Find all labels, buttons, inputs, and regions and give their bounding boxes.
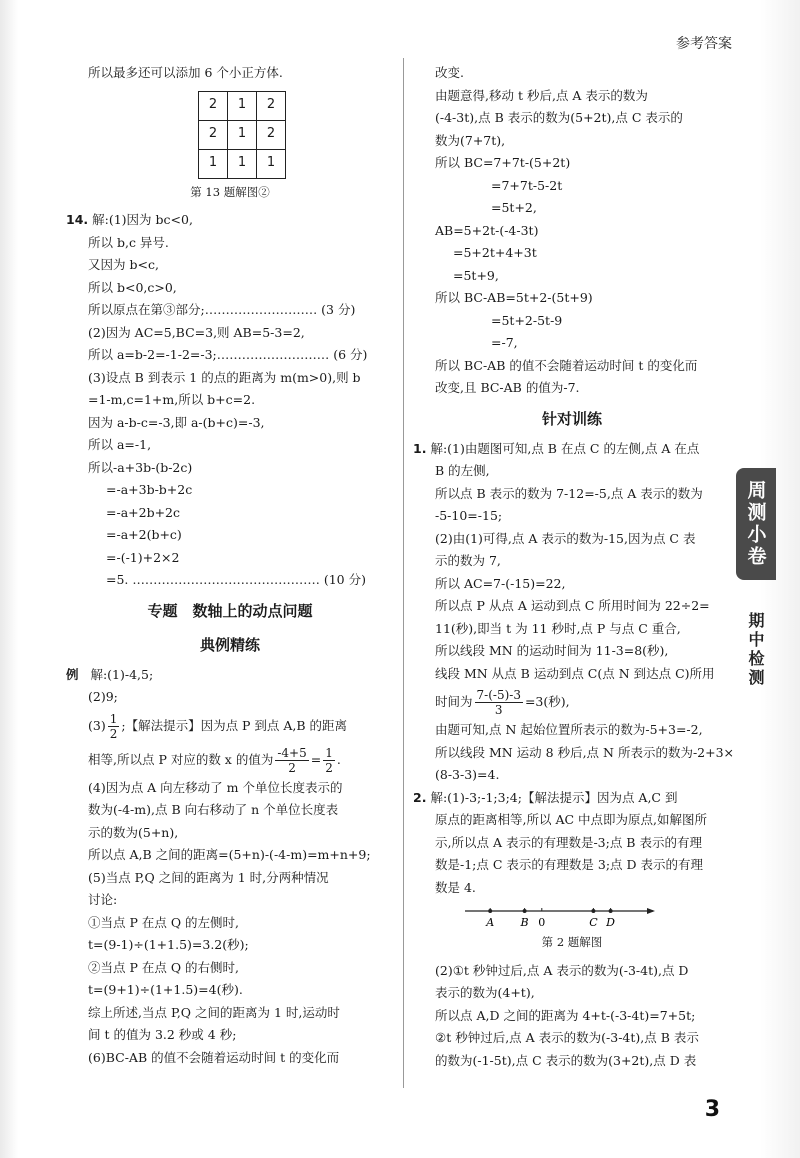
solution-line: 所以 a=b-2=-1-2=-3;……………………… (6 分)	[88, 347, 368, 362]
grid-cell: 1	[228, 91, 257, 120]
solution-line: 所以 a=-1,	[88, 437, 152, 452]
solution-line: 数是-1;点 C 表示的有理数是 3;点 D 表示的有理	[435, 857, 704, 872]
solution-line: 所以点 B 表示的数为 7-12=-5,点 A 表示的数为	[435, 485, 703, 501]
q2-first-line	[413, 787, 731, 810]
question-number: 1.	[413, 440, 427, 456]
fraction-numerator: 1	[325, 745, 333, 760]
example-first-line	[66, 664, 394, 687]
fraction	[323, 746, 335, 775]
solution-line: =-a+2(b+c)	[106, 527, 182, 542]
fraction	[475, 688, 523, 717]
solution-line: 的数为(-1-5t),点 C 表示的数为(3+2t),点 D 表	[435, 1052, 697, 1068]
solution-line: 所以 b,c 异号.	[88, 234, 169, 250]
solution-line: 由题可知,点 N 起始位置所表示的数为-5+3=-2,	[435, 722, 703, 737]
page-number: 3	[704, 1097, 720, 1122]
header-label: 参考答案	[676, 36, 732, 52]
solution-text: 解:(1)因为 bc<0,	[92, 212, 193, 227]
solution-line: 数为(7+7t),	[435, 132, 506, 148]
number-line-caption: 第 2 题解图	[541, 935, 603, 949]
side-tab-label: 周测小卷	[744, 480, 767, 568]
solution-line: 所以 BC=7+7t-(5+2t)	[435, 155, 571, 170]
solution-line: (3)设点 B 到表示 1 的点的距离为 m(m>0),则 b	[88, 369, 361, 385]
grid-cell: 2	[199, 120, 228, 149]
solution-line: -5-10=-15;	[435, 508, 503, 523]
solution-line: 综上所述,当点 P,Q 之间的距离为 1 时,运动时	[88, 1004, 340, 1020]
fraction-denominator: 2	[109, 726, 118, 741]
side-tab-secondary[interactable]: 期中检测	[746, 612, 765, 688]
number-line-arrow	[647, 908, 655, 914]
solution-line: =5t+2-5t-9	[491, 312, 563, 328]
grid-cell: 2	[257, 120, 286, 149]
grid-cell: 2	[257, 91, 286, 120]
solution-line: 改变,且 BC-AB 的值为-7.	[435, 380, 580, 395]
solution-line: (2)①t 秒钟过后,点 A 表示的数为(-3-4t),点 D	[435, 962, 689, 978]
solution-line: AB=5+2t-(-4-3t)	[435, 222, 539, 238]
solution-line: 所以 b<0,c>0,	[88, 279, 177, 295]
solution-line: 间 t 的值为 3.2 秒或 4 秒;	[88, 1027, 237, 1042]
solution-text: 时间为	[435, 694, 473, 709]
question-number: 2.	[413, 789, 427, 805]
solution-line: 线段 MN 从点 B 运动到点 C(点 N 到达点 C)所用	[435, 665, 715, 681]
solution-line: (2)因为 AC=5,BC=3,则 AB=5-3=2,	[88, 324, 305, 340]
solution-text: (3)	[88, 717, 106, 733]
number-line-label: 0	[538, 916, 546, 929]
solution-line: 由题意得,移动 t 秒后,点 A 表示的数为	[435, 87, 648, 103]
solution-line: =5+2t+4+3t	[453, 245, 537, 260]
solution-line: 所以 BC-AB 的值不会随着运动时间 t 的变化而	[435, 357, 698, 373]
solution-line: (4)因为点 A 向左移动了 m 个单位长度表示的	[88, 779, 343, 795]
solution-line: (-4-3t),点 B 表示的数为(5+2t),点 C 表示的	[435, 110, 683, 125]
number-line-label: C	[589, 916, 598, 929]
solution-line: 所以点 A,D 之间的距离为 4+t-(-3-4t)=7+5t;	[435, 1007, 696, 1023]
solution-line: (2)由(1)可得,点 A 表示的数为-15,因为点 C 表	[435, 530, 696, 546]
question-number: 14.	[66, 212, 89, 227]
solution-line: 原点的距离相等,所以 AC 中点即为原点,如解图所	[435, 812, 707, 827]
solution-line: 所以-a+3b-(b-2c)	[88, 459, 193, 475]
q1-first-line	[413, 438, 731, 461]
solution-text: =3(秒),	[524, 694, 570, 709]
solution-line: 表示的数为(4+t),	[435, 985, 535, 1000]
solution-line: t=(9-1)÷(1+1.5)=3.2(秒);	[88, 937, 249, 952]
solution-line: 所以线段 MN 的运动时间为 11-3=8(秒),	[435, 643, 669, 658]
solution-line: 因为 a-b-c=-3,即 a-(b+c)=-3,	[88, 414, 265, 430]
solution-line: 所以原点在第③部分;……………………… (3 分)	[88, 302, 356, 317]
solution-line: ②t 秒钟过后,点 A 表示的数为(-3-4t),点 B 表示	[435, 1030, 699, 1045]
solution-line: 所以 AC=7-(-15)=22,	[435, 575, 566, 591]
topic-title: 专题 数轴上的动点问题	[147, 601, 313, 620]
solution-line: =5t+2,	[491, 200, 537, 215]
grid-cell: 1	[228, 120, 257, 149]
solution-line: =7+7t-5-2t	[491, 177, 563, 193]
solution-line: (8-3-3)=4.	[435, 767, 500, 782]
solution-line: ②当点 P 在点 Q 的右侧时,	[88, 959, 240, 975]
grid-cell: 2	[199, 91, 228, 120]
fraction-denominator: 2	[288, 760, 296, 775]
solution-line: B 的左侧,	[435, 463, 490, 478]
fraction-numerator: 7-(-5)-3	[476, 688, 521, 702]
solution-line: 示的数为(5+n),	[88, 824, 179, 840]
solution-text: 解:(1)由题图可知,点 B 在点 C 的左侧,点 A 在点	[430, 440, 700, 456]
fraction-denominator: 3	[494, 703, 503, 717]
number-line-label: A	[486, 916, 495, 929]
number-line-diagram	[461, 903, 661, 929]
solution-line: 数为(-4-m),点 B 向右移动了 n 个单位长度表	[88, 802, 339, 817]
number-line-label: B	[520, 916, 529, 929]
number-line-label: D	[606, 916, 616, 929]
solution-line: ①当点 P 在点 Q 的左侧时,	[88, 914, 240, 930]
grid-cell: 1	[199, 149, 228, 178]
solution-line: 11(秒),即当 t 为 11 秒时,点 P 与点 C 重合,	[435, 620, 681, 636]
solution-line: 讨论:	[88, 892, 118, 907]
solution-text: 解:(1)-4,5;	[90, 666, 154, 682]
solution-line: =1-m,c=1+m,所以 b+c=2.	[88, 392, 256, 407]
solution-line: =5t+9,	[453, 267, 499, 283]
grid-cell: 1	[228, 149, 257, 178]
solution-line: (5)当点 P,Q 之间的距离为 1 时,分两种情况	[88, 869, 329, 885]
cube-count-grid	[198, 91, 286, 179]
solution-line: =-a+3b-b+2c	[106, 482, 193, 497]
section-title: 针对训练	[541, 409, 602, 428]
left-column	[66, 62, 394, 1069]
q14-first-line	[66, 209, 394, 232]
solution-line: 所以点 P 从点 A 运动到点 C 所用时间为 22÷2=	[435, 598, 710, 613]
example-label: 例	[66, 666, 79, 682]
solution-text: .	[336, 751, 341, 767]
solution-line: =-7,	[491, 335, 518, 350]
solution-line: =5. ……………………………………… (10 分)	[106, 572, 366, 587]
right-column	[413, 62, 735, 1072]
solution-line-fraction	[413, 685, 731, 719]
solution-line: (2)9;	[88, 689, 118, 704]
solution-line: 所以点 A,B 之间的距离=(5+n)-(-4-m)=m+n+9;	[88, 847, 371, 862]
grid-cell: 1	[257, 149, 286, 178]
column-divider	[403, 58, 404, 1088]
fraction-numerator: -4+5	[277, 745, 307, 760]
fraction-numerator: 1	[109, 711, 118, 726]
solution-line-fraction	[66, 709, 394, 743]
solution-line: 又因为 b<c,	[88, 257, 159, 272]
solution-line: (6)BC-AB 的值不会随着运动时间 t 的变化而	[88, 1049, 340, 1065]
solution-line-fraction	[66, 743, 394, 777]
solution-line: 所以线段 MN 运动 8 秒后,点 N 所表示的数为-2+3×	[435, 744, 735, 760]
solution-line: 示,所以点 A 表示的有理数是-3;点 B 表示的有理	[435, 834, 702, 850]
intro-line: 所以最多还可以添加 6 个小正方体.	[88, 65, 283, 80]
section-subtitle: 典例精练	[199, 635, 260, 654]
solution-text: 解:(1)-3;-1;3;4;【解法提示】因为点 A,C 到	[430, 789, 678, 805]
solution-line: 改变.	[435, 65, 464, 80]
fraction	[108, 712, 120, 741]
solution-line: 示的数为 7,	[435, 553, 501, 568]
solution-line: =-(-1)+2×2	[106, 549, 180, 565]
fraction	[275, 746, 308, 775]
grid-caption: 第 13 题解图②	[190, 184, 270, 199]
solution-line: 所以 BC-AB=5t+2-(5t+9)	[435, 290, 593, 305]
fraction-denominator: 2	[325, 760, 333, 775]
solution-line: 数是 4.	[435, 879, 476, 895]
side-tab-active[interactable]	[736, 468, 776, 580]
solution-line: t=(9+1)÷(1+1.5)=4(秒).	[88, 982, 243, 997]
solution-text: ;【解法提示】因为点 P 到点 A,B 的距离	[121, 717, 348, 733]
solution-text: =	[310, 751, 322, 767]
solution-text: 相等,所以点 P 对应的数 x 的值为	[88, 751, 274, 767]
solution-line: =-a+2b+2c	[106, 504, 181, 520]
